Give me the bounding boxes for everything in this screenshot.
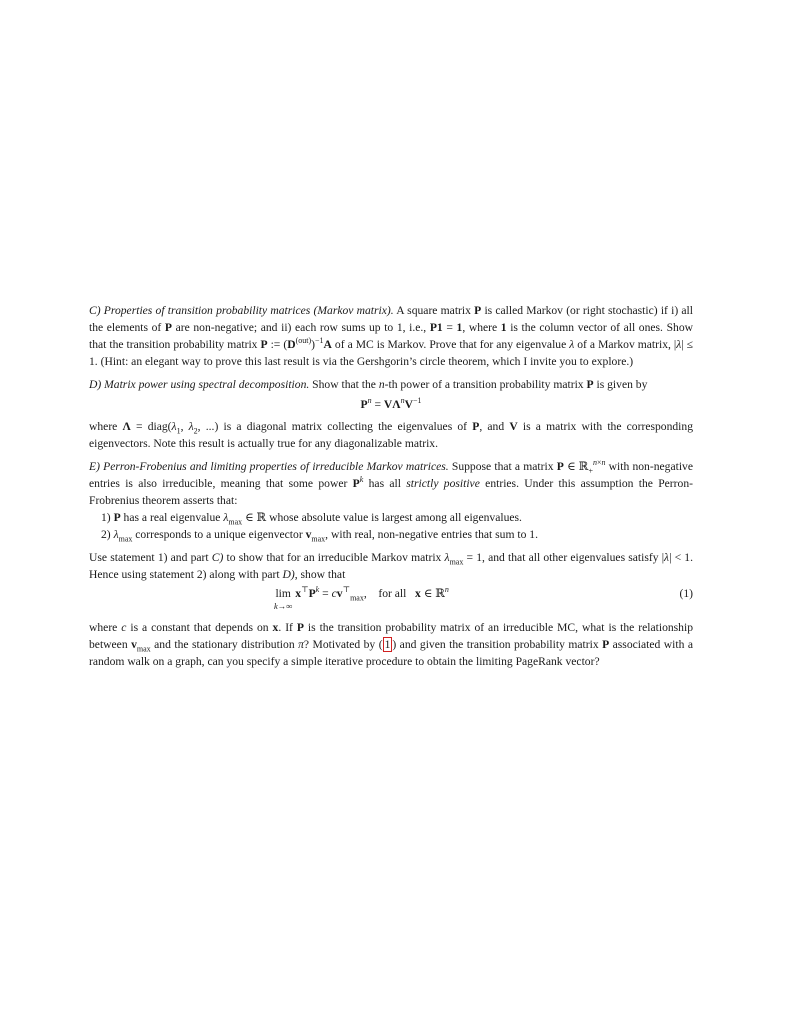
section-d: D) Matrix power using spectral decomposition. Show that the n-th power of a transition probability matrix P is given by [89,378,648,391]
equation-matrix-power: $P^n = V\Lambda^nV^{-1}$ [360,396,422,411]
equation-reference-link[interactable]: 1 [384,638,391,651]
statement-2: 2) $\lambda_{max}$ corresponds to a unique eigenvector $v_{max}$, with real, non-negative entries that sum to 1. [101,528,538,544]
equation-number: (1) [679,587,693,600]
statement-1: 1) P has a real eigenvalue $\lambda_{max}$ ∈ ℝ whose absolute value is largest among all eigenvalues. [101,511,522,527]
perron-frobenius-statements [89,509,693,543]
section-e-use: Use statement 1) and part C) to show that for an irreducible Markov matrix $\lambda_{max} = 1$, and that all other eigenvalues satisfy |λ| < 1. Hence using statement 2) along with part D), show that [89,551,693,581]
section-e-title: E) Perron-Frobenius and limiting properties of irreducible Markov matrices. [89,460,449,473]
section-e-closing: where c is a constant that depends on x. If P is the transition probability matrix of an irreducible MC, what is the relationship between $v_{max}$ and the stationary distribution π? Motivated by ( 1 ) and given the transition probability matrix P associated with a random walk on a graph, can you specify a simple iterative procedure to obtain the limiting PageRank vector? [89,621,693,668]
equation-limit: lim k→∞ $x^⊤P^k = cv^⊤_{max}$, for all x ∈ ℝ$^n$ (1) [274,585,693,611]
section-c: C) Properties of transition probability matrices (Markov matrix). A square matrix P is called Markov (or right stochastic) if i) all the elements of P are non-negative; and ii) each row sums up to 1, i.e., P1 = 1, where 1 is the column vector of all ones. Show that the transition probability matrix P := $(D^{(out)})^{-1}A$ of a MC is Markov. Prove that for any eigenvalue λ of a Markov matrix, |λ| ≤ 1. (Hint: an elegant way to prove this last result is via the Gershgorin’s circle theorem, which I invite you to explore.) [89,304,693,368]
section-d-after: where $\Lambda = diag(\lambda_1$, $\lambda_2$, ...) is a diagonal matrix collecting the eigenvalues of P, and V is a matrix with the corresponding eigenvectors. Note this result is actually true for any diagonalizable matrix. [89,420,693,450]
section-e: E) Perron-Frobenius and limiting properties of irreducible Markov matrices. Suppose that a matrix P ∈ ℝ$_+^{n\times n}$ with non-negative entries is also irreducible, meaning that some power $P^k$ has all strictly positive entries. Under this assumption the Perron-Frobrenius theorem asserts that: [89,458,693,507]
section-d-title: D) Matrix power using spectral decomposition. [89,378,310,391]
section-c-title: C) Properties of transition probability matrices (Markov matrix). [89,304,394,317]
problem-text [89,302,693,676]
